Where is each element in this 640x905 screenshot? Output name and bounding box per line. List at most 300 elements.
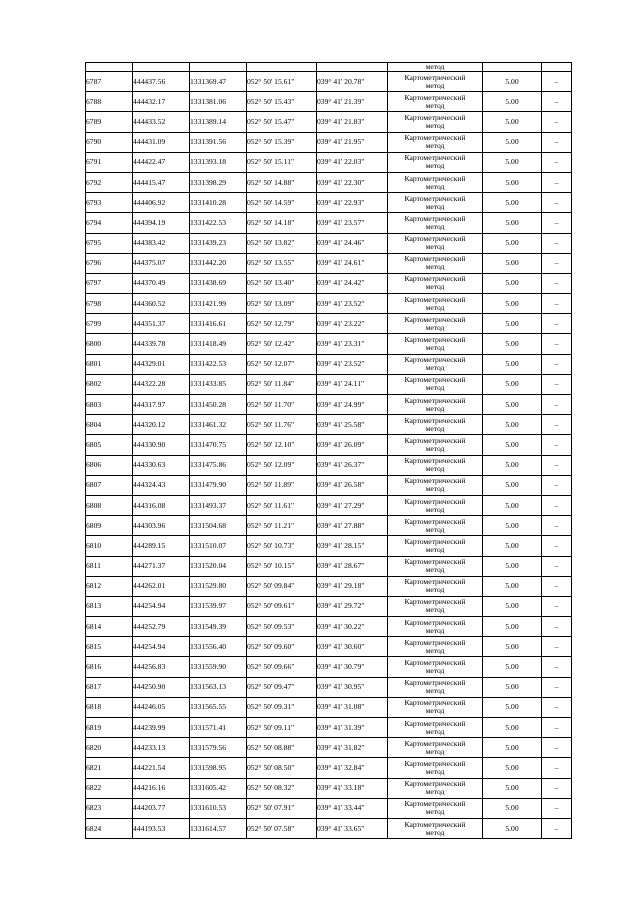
coord-y-cell: 1331393.18 xyxy=(190,152,247,172)
table-row xyxy=(86,273,572,293)
method-line-1: Картометрический xyxy=(404,577,466,587)
latitude-cell: 052° 50' 09.66" xyxy=(247,657,317,677)
coord-x-cell: 444330.63 xyxy=(133,455,190,475)
coord-x-cell: 444239.99 xyxy=(133,718,190,738)
precision-cell: 5.00 xyxy=(483,758,542,778)
method-line-1: Картометрический xyxy=(404,193,466,203)
method-line-2: метод xyxy=(425,706,445,716)
coord-y-cell: 1331565.55 xyxy=(190,697,247,717)
coord-x-cell: 444375.07 xyxy=(133,253,190,273)
latitude-cell: 052° 50' 09.31" xyxy=(247,697,317,717)
point-number-cell: 6807 xyxy=(86,475,133,495)
table-row xyxy=(86,253,572,273)
precision-cell: 5.00 xyxy=(483,152,542,172)
coord-x-cell: 444406.92 xyxy=(133,193,190,213)
coord-y-cell: 1331493.37 xyxy=(190,495,247,515)
table-row xyxy=(86,112,572,132)
coord-x-cell: 444316.08 xyxy=(133,495,190,515)
method-line-2: метод xyxy=(425,201,445,211)
table-row xyxy=(86,576,572,596)
longitude-cell: 039° 41' 23.22" xyxy=(317,314,388,334)
note-cell: – xyxy=(542,495,572,515)
table-row xyxy=(86,435,572,455)
coord-x-cell: 444351.37 xyxy=(133,314,190,334)
method-line-2: метод xyxy=(425,504,445,514)
precision-cell: 5.00 xyxy=(483,132,542,152)
latitude-cell: 052° 50' 09.53" xyxy=(247,617,317,637)
method-line-1: Картометрический xyxy=(404,597,466,607)
latitude-cell: 052° 50' 15.11" xyxy=(247,152,317,172)
note-cell: – xyxy=(542,798,572,818)
point-number-cell: 6804 xyxy=(86,415,133,435)
method-cell xyxy=(388,172,483,192)
note-cell: – xyxy=(542,778,572,798)
method-line-1: Картометрический xyxy=(404,435,466,445)
coord-x-cell: 444252.79 xyxy=(133,617,190,637)
note-cell: – xyxy=(542,697,572,717)
table-row xyxy=(86,495,572,515)
empty-cell xyxy=(317,63,388,72)
method-cell xyxy=(388,354,483,374)
precision-cell: 5.00 xyxy=(483,233,542,253)
method-line-2: метод xyxy=(425,746,445,756)
point-number-cell: 6803 xyxy=(86,395,133,415)
longitude-cell: 039° 41' 26.58" xyxy=(317,475,388,495)
latitude-cell: 052° 50' 14.59" xyxy=(247,193,317,213)
latitude-cell: 052° 50' 09.84" xyxy=(247,576,317,596)
longitude-cell: 039° 41' 21.95" xyxy=(317,132,388,152)
note-cell: – xyxy=(542,657,572,677)
method-cell xyxy=(388,637,483,657)
method-cell xyxy=(388,738,483,758)
method-line-2: метод xyxy=(425,524,445,534)
table-row xyxy=(86,354,572,374)
method-line-2: метод xyxy=(425,585,445,595)
coord-x-cell: 444433.52 xyxy=(133,112,190,132)
precision-cell: 5.00 xyxy=(483,395,542,415)
coord-x-cell: 444193.53 xyxy=(133,818,190,838)
precision-cell: 5.00 xyxy=(483,273,542,293)
method-line-1: Картометрический xyxy=(404,133,466,143)
point-number-cell: 6814 xyxy=(86,617,133,637)
latitude-cell: 052° 50' 11.61" xyxy=(247,495,317,515)
precision-cell: 5.00 xyxy=(483,92,542,112)
coord-x-cell: 444303.96 xyxy=(133,516,190,536)
method-line-1: Картометрический xyxy=(404,153,466,163)
coord-x-cell: 444317.97 xyxy=(133,395,190,415)
precision-cell: 5.00 xyxy=(483,455,542,475)
coord-y-cell: 1331579.56 xyxy=(190,738,247,758)
latitude-cell: 052° 50' 09.60" xyxy=(247,637,317,657)
method-line-1: Картометрический xyxy=(404,294,466,304)
table-continuation-row xyxy=(86,63,572,72)
method-line-1: Картометрический xyxy=(404,738,466,748)
coord-y-cell: 1331605.42 xyxy=(190,778,247,798)
note-cell: – xyxy=(542,758,572,778)
method-cell xyxy=(388,253,483,273)
precision-cell: 5.00 xyxy=(483,657,542,677)
point-number-cell: 6810 xyxy=(86,536,133,556)
note-cell: – xyxy=(542,253,572,273)
latitude-cell: 052° 50' 12.42" xyxy=(247,334,317,354)
table-row xyxy=(86,516,572,536)
note-cell: – xyxy=(542,475,572,495)
method-line-2: метод xyxy=(425,666,445,676)
longitude-cell: 039° 41' 28.15" xyxy=(317,536,388,556)
longitude-cell: 039° 41' 29.72" xyxy=(317,596,388,616)
longitude-cell: 039° 41' 21.39" xyxy=(317,92,388,112)
method-line-2: метод xyxy=(425,605,445,615)
latitude-cell: 052° 50' 10.15" xyxy=(247,556,317,576)
table-row xyxy=(86,798,572,818)
precision-cell: 5.00 xyxy=(483,253,542,273)
method-cell xyxy=(388,374,483,394)
note-cell: – xyxy=(542,395,572,415)
method-line-1: Картометрический xyxy=(404,496,466,506)
point-number-cell: 6808 xyxy=(86,495,133,515)
point-number-cell: 6788 xyxy=(86,92,133,112)
precision-cell: 5.00 xyxy=(483,677,542,697)
latitude-cell: 052° 50' 15.61" xyxy=(247,72,317,92)
precision-cell: 5.00 xyxy=(483,536,542,556)
method-cell xyxy=(388,213,483,233)
method-tail-cell xyxy=(388,63,483,72)
longitude-cell: 039° 41' 27.29" xyxy=(317,495,388,515)
coord-y-cell: 1331416.61 xyxy=(190,314,247,334)
coord-x-cell: 444320.12 xyxy=(133,415,190,435)
coord-y-cell: 1331421.99 xyxy=(190,294,247,314)
method-cell xyxy=(388,112,483,132)
method-line-1: Картометрический xyxy=(404,779,466,789)
coord-y-cell: 1331475.86 xyxy=(190,455,247,475)
note-cell: – xyxy=(542,637,572,657)
point-number-cell: 6817 xyxy=(86,677,133,697)
point-number-cell: 6795 xyxy=(86,233,133,253)
note-cell: – xyxy=(542,435,572,455)
method-line-1: Картометрический xyxy=(404,234,466,244)
coord-y-cell: 1331479.90 xyxy=(190,475,247,495)
coord-y-cell: 1331422.53 xyxy=(190,354,247,374)
coord-x-cell: 444262.01 xyxy=(133,576,190,596)
table-row xyxy=(86,415,572,435)
method-cell xyxy=(388,435,483,455)
coord-x-cell: 444415.47 xyxy=(133,172,190,192)
latitude-cell: 052° 50' 15.39" xyxy=(247,132,317,152)
table-row xyxy=(86,637,572,657)
table-row xyxy=(86,233,572,253)
point-number-cell: 6815 xyxy=(86,637,133,657)
coord-y-cell: 1331369.47 xyxy=(190,72,247,92)
table-row xyxy=(86,536,572,556)
note-cell: – xyxy=(542,132,572,152)
note-cell: – xyxy=(542,718,572,738)
longitude-cell: 039° 41' 23.52" xyxy=(317,294,388,314)
longitude-cell: 039° 41' 25.58" xyxy=(317,415,388,435)
empty-cell xyxy=(133,63,190,72)
latitude-cell: 052° 50' 11.70" xyxy=(247,395,317,415)
precision-cell: 5.00 xyxy=(483,596,542,616)
table-row xyxy=(86,556,572,576)
method-cell xyxy=(388,132,483,152)
longitude-cell: 039° 41' 29.18" xyxy=(317,576,388,596)
method-tail-text: метод xyxy=(425,62,445,71)
method-line-2: метод xyxy=(425,262,445,272)
method-line-2: метод xyxy=(425,787,445,797)
point-number-cell: 6802 xyxy=(86,374,133,394)
latitude-cell: 052° 50' 09.61" xyxy=(247,596,317,616)
precision-cell: 5.00 xyxy=(483,213,542,233)
longitude-cell: 039° 41' 28.67" xyxy=(317,556,388,576)
table-row xyxy=(86,374,572,394)
latitude-cell: 052° 50' 15.47" xyxy=(247,112,317,132)
latitude-cell: 052° 50' 08.32" xyxy=(247,778,317,798)
method-line-2: метод xyxy=(425,403,445,413)
latitude-cell: 052° 50' 15.43" xyxy=(247,92,317,112)
point-number-cell: 6792 xyxy=(86,172,133,192)
precision-cell: 5.00 xyxy=(483,818,542,838)
coord-x-cell: 444233.13 xyxy=(133,738,190,758)
longitude-cell: 039° 41' 24.61" xyxy=(317,253,388,273)
point-number-cell: 6819 xyxy=(86,718,133,738)
method-line-1: Картометрический xyxy=(404,375,466,385)
coord-x-cell: 444370.49 xyxy=(133,273,190,293)
point-number-cell: 6822 xyxy=(86,778,133,798)
point-number-cell: 6809 xyxy=(86,516,133,536)
note-cell: – xyxy=(542,92,572,112)
point-number-cell: 6791 xyxy=(86,152,133,172)
longitude-cell: 039° 41' 33.18" xyxy=(317,778,388,798)
method-line-2: метод xyxy=(425,302,445,312)
precision-cell: 5.00 xyxy=(483,556,542,576)
method-cell xyxy=(388,415,483,435)
longitude-cell: 039° 41' 23.52" xyxy=(317,354,388,374)
coord-y-cell: 1331470.75 xyxy=(190,435,247,455)
coord-x-cell: 444250.90 xyxy=(133,677,190,697)
method-cell xyxy=(388,233,483,253)
point-number-cell: 6801 xyxy=(86,354,133,374)
coord-y-cell: 1331398.29 xyxy=(190,172,247,192)
note-cell: – xyxy=(542,374,572,394)
precision-cell: 5.00 xyxy=(483,112,542,132)
coord-y-cell: 1331598.95 xyxy=(190,758,247,778)
coord-y-cell: 1331442.20 xyxy=(190,253,247,273)
method-line-2: метод xyxy=(425,141,445,151)
note-cell: – xyxy=(542,516,572,536)
method-cell xyxy=(388,516,483,536)
empty-cell xyxy=(483,63,542,72)
longitude-cell: 039° 41' 24.11" xyxy=(317,374,388,394)
longitude-cell: 039° 41' 24.42" xyxy=(317,273,388,293)
empty-cell xyxy=(190,63,247,72)
note-cell: – xyxy=(542,112,572,132)
longitude-cell: 039° 41' 31.08" xyxy=(317,697,388,717)
note-cell: – xyxy=(542,314,572,334)
method-line-2: метод xyxy=(425,181,445,191)
method-line-2: метод xyxy=(425,443,445,453)
longitude-cell: 039° 41' 31.82" xyxy=(317,738,388,758)
longitude-cell: 039° 41' 26.09" xyxy=(317,435,388,455)
latitude-cell: 052° 50' 13.09" xyxy=(247,294,317,314)
coord-y-cell: 1331610.53 xyxy=(190,798,247,818)
method-line-1: Картометрический xyxy=(404,254,466,264)
longitude-cell: 039° 41' 23.31" xyxy=(317,334,388,354)
longitude-cell: 039° 41' 22.93" xyxy=(317,193,388,213)
longitude-cell: 039° 41' 22.30" xyxy=(317,172,388,192)
table-row xyxy=(86,395,572,415)
method-line-1: Картометрический xyxy=(404,173,466,183)
method-line-1: Картометрический xyxy=(404,819,466,829)
table-row xyxy=(86,475,572,495)
precision-cell: 5.00 xyxy=(483,798,542,818)
coord-x-cell: 444432.17 xyxy=(133,92,190,112)
method-line-1: Картометрический xyxy=(404,637,466,647)
point-number-cell: 6799 xyxy=(86,314,133,334)
method-line-2: метод xyxy=(425,807,445,817)
longitude-cell: 039° 41' 21.83" xyxy=(317,112,388,132)
method-line-2: метод xyxy=(425,120,445,130)
method-line-1: Картометрический xyxy=(404,92,466,102)
coord-y-cell: 1331438.69 xyxy=(190,273,247,293)
longitude-cell: 039° 41' 26.37" xyxy=(317,455,388,475)
point-number-cell: 6793 xyxy=(86,193,133,213)
method-cell xyxy=(388,677,483,697)
longitude-cell: 039° 41' 30.79" xyxy=(317,657,388,677)
note-cell: – xyxy=(542,596,572,616)
method-cell xyxy=(388,718,483,738)
coord-x-cell: 444324.43 xyxy=(133,475,190,495)
coord-y-cell: 1331556.40 xyxy=(190,637,247,657)
table-row xyxy=(86,617,572,637)
precision-cell: 5.00 xyxy=(483,738,542,758)
note-cell: – xyxy=(542,193,572,213)
longitude-cell: 039° 41' 24.99" xyxy=(317,395,388,415)
table-row xyxy=(86,596,572,616)
precision-cell: 5.00 xyxy=(483,576,542,596)
latitude-cell: 052° 50' 09.47" xyxy=(247,677,317,697)
method-line-1: Картометрический xyxy=(404,476,466,486)
longitude-cell: 039° 41' 33.65" xyxy=(317,818,388,838)
note-cell: – xyxy=(542,536,572,556)
note-cell: – xyxy=(542,334,572,354)
coord-y-cell: 1331389.14 xyxy=(190,112,247,132)
note-cell: – xyxy=(542,415,572,435)
latitude-cell: 052° 50' 11.76" xyxy=(247,415,317,435)
method-cell xyxy=(388,334,483,354)
longitude-cell: 039° 41' 31.39" xyxy=(317,718,388,738)
coord-y-cell: 1331418.49 xyxy=(190,334,247,354)
method-cell xyxy=(388,193,483,213)
coord-x-cell: 444289.15 xyxy=(133,536,190,556)
note-cell: – xyxy=(542,273,572,293)
method-line-1: Картометрический xyxy=(404,395,466,405)
method-line-1: Картометрический xyxy=(404,355,466,365)
longitude-cell: 039° 41' 33.44" xyxy=(317,798,388,818)
longitude-cell: 039° 41' 20.78" xyxy=(317,72,388,92)
table-row xyxy=(86,778,572,798)
method-line-2: метод xyxy=(425,423,445,433)
method-line-1: Картометрический xyxy=(404,758,466,768)
precision-cell: 5.00 xyxy=(483,72,542,92)
coord-y-cell: 1331529.80 xyxy=(190,576,247,596)
precision-cell: 5.00 xyxy=(483,334,542,354)
precision-cell: 5.00 xyxy=(483,516,542,536)
table-row xyxy=(86,132,572,152)
point-number-cell: 6816 xyxy=(86,657,133,677)
method-line-2: метод xyxy=(425,565,445,575)
method-line-2: метод xyxy=(425,464,445,474)
precision-cell: 5.00 xyxy=(483,374,542,394)
method-cell xyxy=(388,798,483,818)
note-cell: – xyxy=(542,72,572,92)
note-cell: – xyxy=(542,617,572,637)
point-number-cell: 6811 xyxy=(86,556,133,576)
table-row xyxy=(86,818,572,838)
precision-cell: 5.00 xyxy=(483,415,542,435)
method-line-2: метод xyxy=(425,766,445,776)
point-number-cell: 6806 xyxy=(86,455,133,475)
method-cell xyxy=(388,596,483,616)
method-cell xyxy=(388,475,483,495)
point-number-cell: 6821 xyxy=(86,758,133,778)
method-line-2: метод xyxy=(425,343,445,353)
point-number-cell: 6818 xyxy=(86,697,133,717)
latitude-cell: 052° 50' 11.21" xyxy=(247,516,317,536)
method-cell xyxy=(388,314,483,334)
note-cell: – xyxy=(542,576,572,596)
latitude-cell: 052° 50' 12.07" xyxy=(247,354,317,374)
point-number-cell: 6823 xyxy=(86,798,133,818)
coord-y-cell: 1331614.57 xyxy=(190,818,247,838)
coord-y-cell: 1331381.06 xyxy=(190,92,247,112)
precision-cell: 5.00 xyxy=(483,718,542,738)
latitude-cell: 052° 50' 09.11" xyxy=(247,718,317,738)
coord-y-cell: 1331391.56 xyxy=(190,132,247,152)
coord-x-cell: 444383.42 xyxy=(133,233,190,253)
method-cell xyxy=(388,657,483,677)
method-line-1: Картометрический xyxy=(404,456,466,466)
method-cell xyxy=(388,495,483,515)
latitude-cell: 052° 50' 13.55" xyxy=(247,253,317,273)
longitude-cell: 039° 41' 23.57" xyxy=(317,213,388,233)
method-cell xyxy=(388,395,483,415)
empty-cell xyxy=(542,63,572,72)
point-number-cell: 6824 xyxy=(86,818,133,838)
point-number-cell: 6812 xyxy=(86,576,133,596)
latitude-cell: 052° 50' 14.88" xyxy=(247,172,317,192)
table-row xyxy=(86,738,572,758)
coord-y-cell: 1331439.23 xyxy=(190,233,247,253)
method-line-2: метод xyxy=(425,484,445,494)
method-line-2: метод xyxy=(425,100,445,110)
latitude-cell: 052° 50' 08.50" xyxy=(247,758,317,778)
coord-x-cell: 444360.52 xyxy=(133,294,190,314)
method-line-1: Картометрический xyxy=(404,557,466,567)
note-cell: – xyxy=(542,172,572,192)
table-row xyxy=(86,758,572,778)
table-row xyxy=(86,72,572,92)
coord-y-cell: 1331549.39 xyxy=(190,617,247,637)
method-cell xyxy=(388,758,483,778)
table-row xyxy=(86,172,572,192)
latitude-cell: 052° 50' 13.82" xyxy=(247,233,317,253)
coord-x-cell: 444256.83 xyxy=(133,657,190,677)
table-row xyxy=(86,193,572,213)
method-line-2: метод xyxy=(425,383,445,393)
coord-y-cell: 1331520.04 xyxy=(190,556,247,576)
method-cell xyxy=(388,92,483,112)
coord-x-cell: 444394.19 xyxy=(133,213,190,233)
method-cell xyxy=(388,818,483,838)
